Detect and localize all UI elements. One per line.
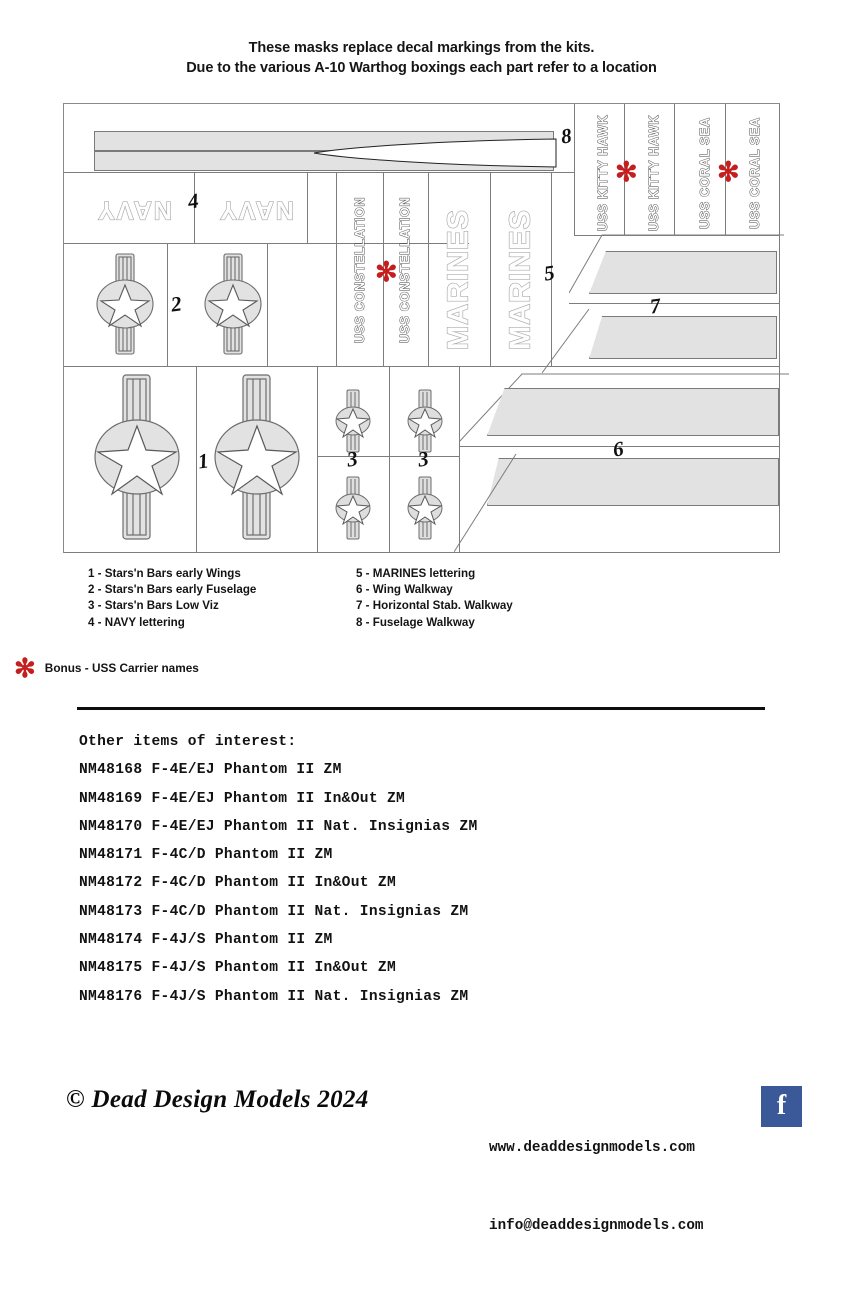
- other-item-line-8: NM48175 F-4J/S Phantom II In&Out ZM: [79, 960, 397, 977]
- insignia-wing-left: [92, 372, 182, 542]
- sheet-vline-r3-a: [167, 243, 168, 366]
- other-item-line-3: NM48170 F-4E/EJ Phantom II Nat. Insignias ZM: [79, 818, 478, 835]
- part-number-6: 6: [611, 436, 626, 462]
- website-url[interactable]: www.deaddesignmodels.com: [489, 1140, 695, 1156]
- other-item-line-6: NM48173 F-4C/D Phantom II Nat. Insignias ZM: [79, 903, 469, 920]
- sheet-vline-carrier-0: [574, 104, 575, 235]
- header-line-2: Due to the various A-10 Warthog boxings each part refer to a location: [186, 60, 657, 76]
- part-number-3-left: 3: [345, 446, 360, 472]
- legend-column-right: [356, 566, 513, 631]
- bonus-star-icon: ✻: [14, 653, 36, 683]
- other-item-line-4: NM48171 F-4C/D Phantom II ZM: [79, 847, 333, 864]
- carrier-label-coral-sea-2: USS CORAL SEA: [748, 117, 762, 229]
- stab-walkway-divider-bottom: [542, 303, 787, 375]
- mask-stab-walkway-1: [589, 251, 777, 294]
- facebook-icon[interactable]: [761, 1086, 802, 1127]
- mask-sheet-diagram: [63, 103, 780, 553]
- bonus-legend-text: Bonus - USS Carrier names: [44, 661, 199, 675]
- other-items-section: [79, 728, 779, 1011]
- mask-wing-walkway-1: [487, 388, 779, 436]
- contact-info: [489, 1083, 704, 1291]
- part-number-5: 5: [542, 260, 557, 286]
- marines-label-2: MARINES: [504, 209, 537, 350]
- email-address[interactable]: info@deaddesignmodels.com: [489, 1218, 704, 1234]
- other-item-line-9: NM48176 F-4J/S Phantom II Nat. Insignias ZM: [79, 988, 469, 1005]
- sheet-vline-r4-b: [317, 366, 318, 552]
- part-number-3-right: 3: [416, 446, 431, 472]
- navy-lettering-left: NAVY: [96, 196, 172, 224]
- sheet-vline-carrier-2: [674, 104, 675, 235]
- copyright-notice: © Dead Design Models 2024: [66, 1086, 369, 1113]
- bonus-legend-row: [14, 655, 199, 681]
- part-number-2: 2: [169, 291, 184, 317]
- part-number-8: 8: [559, 123, 574, 149]
- sheet-vline-const-a: [336, 172, 337, 366]
- header-line-1: These masks replace decal markings from the kits.: [248, 40, 595, 56]
- facebook-glyph: f: [776, 1089, 787, 1121]
- bonus-star-coral-sea: ✻: [717, 157, 740, 187]
- marines-label-1: MARINES: [442, 209, 475, 350]
- page-header: [0, 38, 843, 78]
- legend-item-5: 5 - MARINES lettering: [356, 567, 476, 580]
- legend-item-1: 1 - Stars'n Bars early Wings: [88, 567, 241, 580]
- sheet-hline-r4-lowviz: [317, 456, 459, 457]
- other-item-line-7: NM48174 F-4J/S Phantom II ZM: [79, 932, 333, 949]
- uss-constellation-label-1: USS CONSTELLATION: [353, 196, 367, 344]
- part-number-1: 1: [196, 448, 211, 474]
- legend-column-left: [88, 566, 256, 631]
- insignia-fuselage-right: [202, 252, 264, 356]
- uss-constellation-label-2: USS CONSTELLATION: [398, 196, 412, 344]
- bonus-star-constellation: ✻: [375, 257, 398, 287]
- part-number-7: 7: [648, 293, 663, 319]
- other-item-line-1: NM48168 F-4E/EJ Phantom II ZM: [79, 762, 342, 779]
- legend-item-6: 6 - Wing Walkway: [356, 583, 453, 597]
- carrier-label-kitty-hawk-1: USS KITTY HAWK: [596, 114, 610, 232]
- insignia-lowviz-2: [404, 389, 446, 453]
- other-items-title: Other items of interest:: [79, 734, 297, 750]
- sheet-vline-r3-b: [267, 243, 268, 366]
- legend-item-2: 2 - Stars'n Bars early Fuselage: [88, 583, 257, 597]
- sheet-vline-r4-c: [389, 366, 390, 552]
- carrier-label-kitty-hawk-2: USS KITTY HAWK: [647, 114, 661, 232]
- wing-walkway-divider-bottom: [454, 446, 794, 554]
- section-divider: [77, 707, 765, 710]
- sheet-vline-const-c: [428, 172, 429, 366]
- legend-item-7: 7 - Horizontal Stab. Walkway: [356, 599, 513, 613]
- sheet-vline-marines-a: [490, 172, 491, 366]
- other-item-line-5: NM48172 F-4C/D Phantom II In&Out ZM: [79, 875, 397, 892]
- legend-item-4: 4 - NAVY lettering: [88, 615, 185, 629]
- sheet-hline-bottom-edge: [64, 552, 779, 553]
- sheet-vline-right-edge: [779, 104, 780, 552]
- legend-item-3: 3 - Stars'n Bars Low Viz: [88, 599, 219, 613]
- fuselage-walkway-taper: [304, 128, 564, 178]
- legend-item-8: 8 - Fuselage Walkway: [356, 615, 475, 629]
- part-number-4: 4: [186, 188, 201, 214]
- insignia-wing-right: [212, 372, 302, 542]
- insignia-lowviz-1: [332, 389, 374, 453]
- insignia-lowviz-4: [404, 476, 446, 540]
- navy-lettering-right: NAVY: [218, 196, 294, 224]
- insignia-fuselage-left: [94, 252, 156, 356]
- bonus-star-kitty-hawk: ✻: [615, 157, 638, 187]
- carrier-label-coral-sea-1: USS CORAL SEA: [698, 117, 712, 229]
- insignia-lowviz-3: [332, 476, 374, 540]
- other-item-line-2: NM48169 F-4E/EJ Phantom II In&Out ZM: [79, 790, 406, 807]
